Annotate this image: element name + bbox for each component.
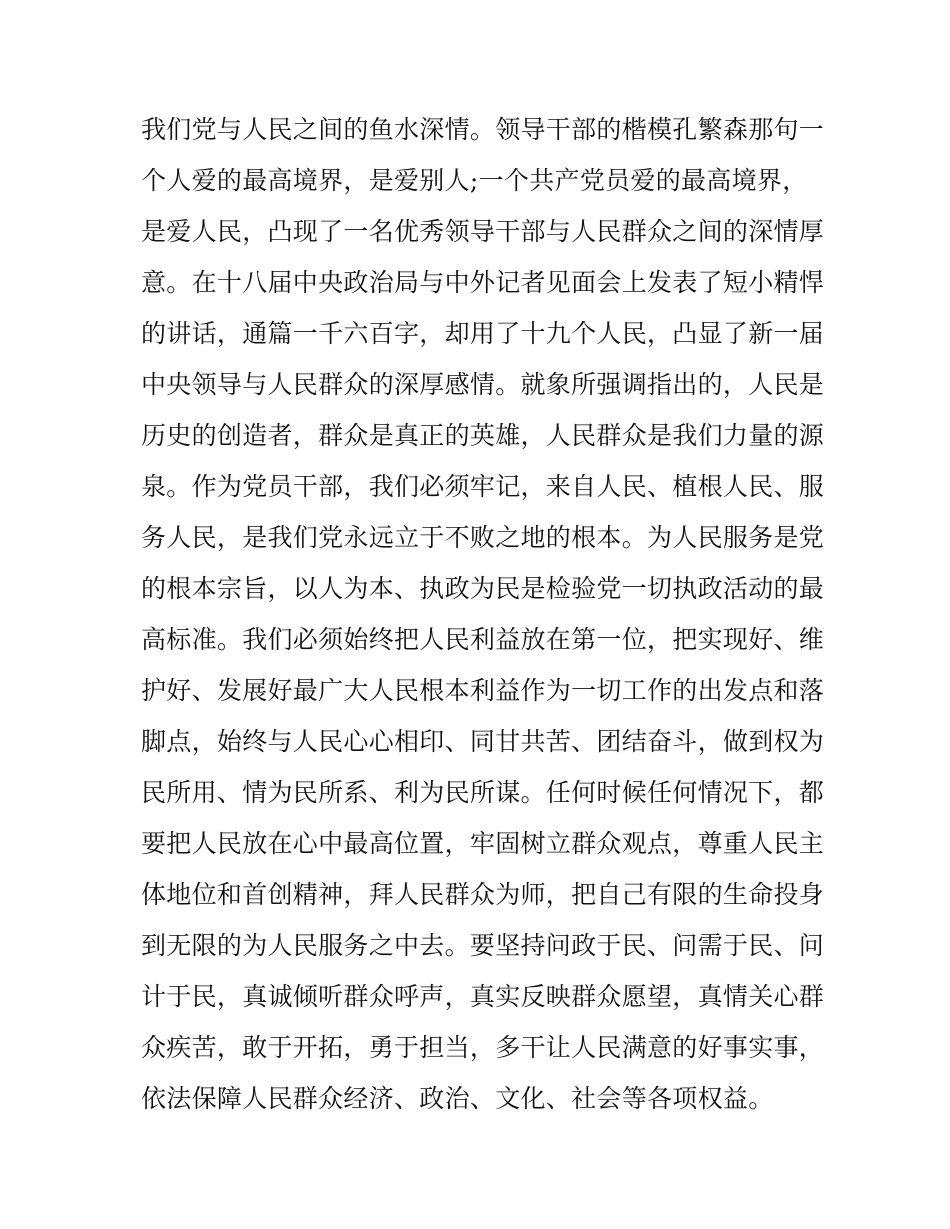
text-line-19: 众疾苦，敢于开拓，勇于担当，多干让人民满意的好事实事，: [141, 1033, 825, 1062]
text-line-6: 中央领导与人民群众的深厚感情。就象所强调指出的，人民是: [141, 370, 825, 399]
text-line-12: 护好、发展好最广大人民根本利益作为一切工作的出发点和落: [141, 676, 825, 705]
text-line-14: 民所用、情为民所系、利为民所谋。任何时候任何情况下，都: [141, 778, 825, 807]
text-line-3: 是爱人民，凸现了一名优秀领导干部与人民群众之间的深情厚: [141, 217, 825, 246]
text-line-8: 泉。作为党员干部，我们必须牢记，来自人民、植根人民、服: [141, 472, 825, 501]
text-line-17: 到无限的为人民服务之中去。要坚持问政于民、问需于民、问: [141, 931, 825, 960]
body-text: [141, 104, 825, 1124]
text-line-9: 务人民，是我们党永远立于不败之地的根本。为人民服务是党: [141, 523, 825, 552]
text-line-4: 意。在十八届中央政治局与中外记者见面会上发表了短小精悍: [141, 268, 825, 297]
text-line-5: 的讲话，通篇一千六百字，却用了十九个人民，凸显了新一届: [141, 319, 825, 348]
text-line-16: 体地位和首创精神，拜人民群众为师，把自己有限的生命投身: [141, 880, 825, 909]
text-line-7: 历史的创造者，群众是真正的英雄，人民群众是我们力量的源: [141, 421, 825, 450]
text-line-1: 我们党与人民之间的鱼水深情。领导干部的楷模孔繁森那句一: [141, 115, 825, 144]
text-line-18: 计于民，真诚倾听群众呼声，真实反映群众愿望，真情关心群: [141, 982, 825, 1011]
text-line-15: 要把人民放在心中最高位置，牢固树立群众观点，尊重人民主: [141, 829, 825, 858]
text-line-11: 高标准。我们必须始终把人民利益放在第一位，把实现好、维: [141, 625, 825, 654]
text-line-13: 脚点，始终与人民心心相印、同甘共苦、团结奋斗，做到权为: [141, 727, 825, 756]
text-line-2: 个人爱的最高境界，是爱别人;一个共产党员爱的最高境界，: [141, 166, 808, 195]
text-line-20: 依法保障人民群众经济、政治、文化、社会等各项权益。: [141, 1084, 774, 1113]
text-line-10: 的根本宗旨，以人为本、执政为民是检验党一切执政活动的最: [141, 574, 825, 603]
